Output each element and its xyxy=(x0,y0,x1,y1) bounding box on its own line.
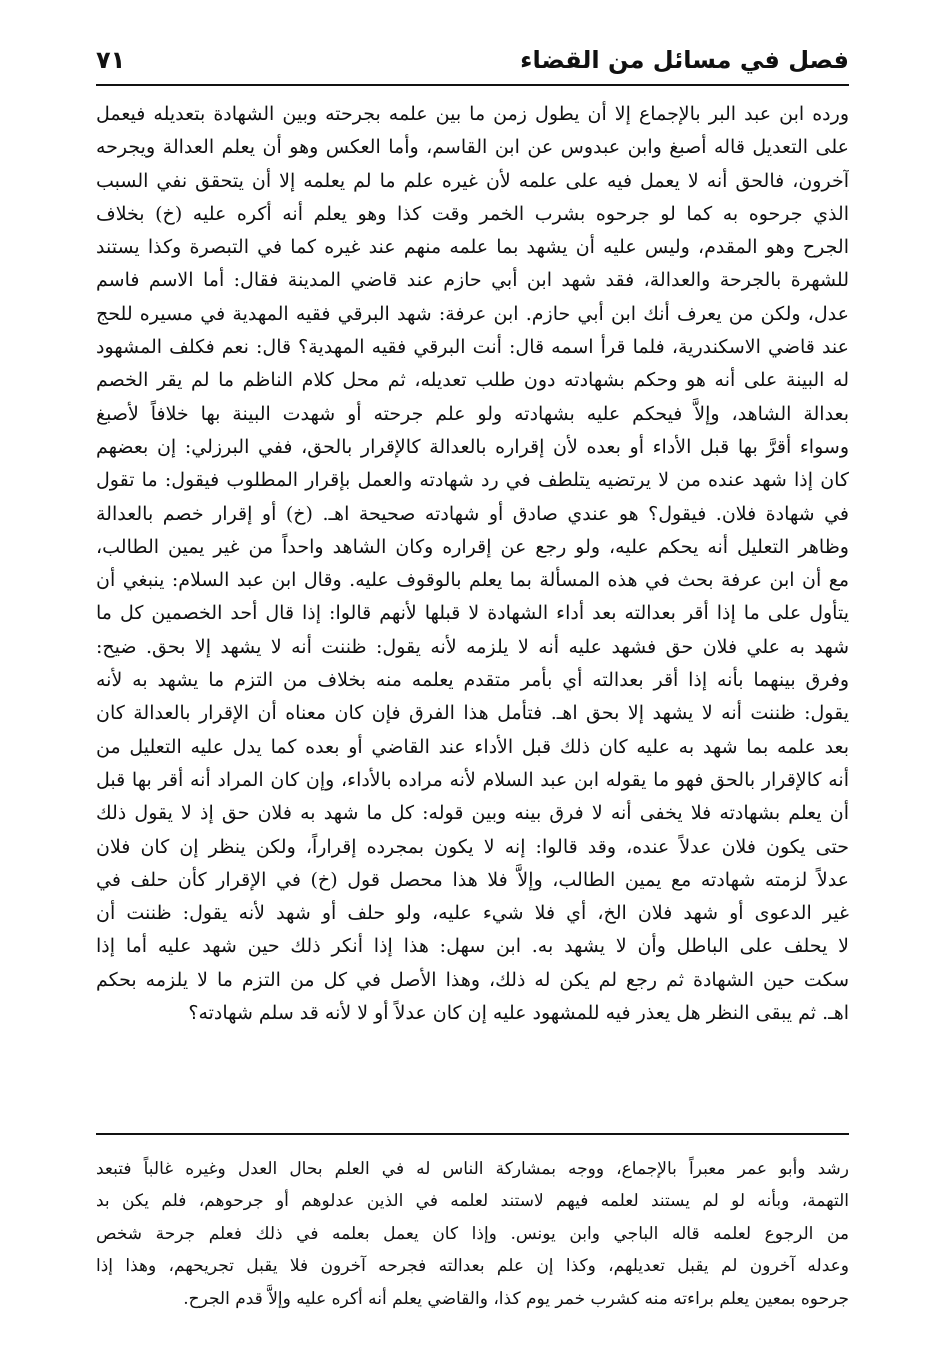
footnote-line: وعدله آخرون لم يقبل تعديلهم، وكذا إن علم بعدالته فجرحه آخرون فلا يقبل تجريحهم، وهذا إذا xyxy=(96,1256,849,1277)
footnote xyxy=(96,1153,849,1315)
text-line: وفرق بينهما بأنه إذا أقر بعدالته أي بأمر متقدم يعلمه منه بخلاف من التزم ما يشهد به لأنه xyxy=(96,669,849,692)
text-line: الذي جرحوه به كما لو جرحوه بشرب الخمر وقت كذا وهو يعلم أنه أكره عليه (خ) بخلاف xyxy=(96,202,849,225)
text-line: في شهادة فلان. فيقول؟ هو عندي صادق أو شهادته صحيحة اهـ. (خ) أو إقرار خصم بالعدالة xyxy=(96,502,849,525)
main-text xyxy=(96,98,849,1030)
running-title: فصل في مسائل من القضاء xyxy=(520,46,849,74)
text-line: أن يعلم بشهادته فلا يخفى أنه لا فرق بينه وبين قوله: كل ما شهد به فلان حق إذ لا يقول ذلك xyxy=(96,802,849,825)
text-line: عدلاً لزمته شهادته مع يمين الطالب، وإلاَّ فلا هذا محصل قول (خ) في الإقرار كأن حلف في xyxy=(96,868,849,891)
text-line: بعد علمه بما شهد به عليه كان ذلك قبل الأداء عند القاضي أو بعده كما يدل عليه التعليل من xyxy=(96,735,849,758)
text-line: حتى يكون فلان عدلاً عنده، وقد قالوا: إنه لا يكون بمجرده إقراراً، ولكن ينظر إن كان فلان xyxy=(96,835,849,858)
text-line: عند قاضي الاسكندرية، فلما قرأ اسمه قال: أنت البرقي فقيه المهدية؟ قال: نعم فكلف المشهود xyxy=(96,336,849,359)
text-line: عدل، ولكن من يعرف أنك ابن أبي حازم. ابن عرفة: شهد البرقي فقيه المهدية في مسيره للحج xyxy=(96,302,849,325)
text-line: مع أن ابن عرفة بحث في هذه المسألة بما يعلم بالوقوف عليه. وقال ابن عبد السلام: ينبغي أن xyxy=(96,569,849,592)
text-line: يقول: ظننت أنه لا يشهد إلا بحق اهـ. فتأمل هذا الفرق فإن كان معناه أن الإقرار بالعدالة كان xyxy=(96,702,849,725)
text-line: وسواء أقرَّ بها قبل الأداء أو بعده لأن إقراره بالعدالة كالإقرار بالحق، ففي البرزلي: إن بعضهم xyxy=(96,435,849,458)
text-line: لا يحلف على الباطل وأن لا يشهد به. ابن سهل: هذا إذا أنكر ذلك حين شهد عليه أما إذا xyxy=(96,935,849,958)
footnote-line: رشد وأبو عمر معبراً بالإجماع، ووجه بمشاركة الناس له في العلم بحال العدل وغيره غالباً فتبعد xyxy=(96,1159,849,1179)
text-line: للشهرة بالجرحة والعدالة، فقد شهد ابن أبي حازم عند قاضي المدينة فقال: أما الاسم فاسم xyxy=(96,269,849,292)
text-line: آخرون، فالحق أنه لا يعمل فيه على علمه لأن غيره علم ما لم يعلمه إلا أن يتحقق نفي السبب xyxy=(96,169,849,192)
text-line: وظاهر التعليل أنه يحكم عليه، ولو رجع عن إقراره وكان الشاهد واحداً من غير يمين الطالب، xyxy=(96,535,849,558)
footnote-line: من الرجوع لعلمه قاله الباجي وابن يونس. وإذا كان يعمل بعلمه في ذلك فعلم جرحة شخص xyxy=(96,1223,849,1244)
text-line: بعدالة الشاهد، وإلاَّ فيحكم عليه بشهادته ولو علم جرحته أو شهدت البينة بها خلافاً لأصبغ xyxy=(96,402,849,425)
footnote-line: جرحوه بمعين يعلم براءته منه كشرب خمر يوم كذا، والقاضي يعلم أنه أكره عليه وإلاَّ قدم الجرح. xyxy=(183,1288,849,1309)
text-line: أنه كالإقرار بالحق فهو ما يقوله ابن عبد السلام لأنه مراده بالأداء، وإن كان المراد أنه أقر بها قبل xyxy=(96,768,849,791)
text-line: كان إذا شهد عنده من لا يرتضيه يتلطف في رد شهادته والعمل بإقرار المطلوب فيقول: ما تقول xyxy=(96,469,849,492)
text-line: له البينة على أنه هو وحكم بشهادته دون طلب تعديله، ثم محل كلام الناظم ما لم يقر الخصم xyxy=(96,369,849,392)
page-number: ٧١ xyxy=(96,46,126,74)
text-line: على التعديل قاله أصبغ وابن عبدوس عن ابن القاسم، وأما العكس وهو أن يعلم العدالة ويجرحه xyxy=(96,136,849,159)
text-line: ورده ابن عبد البر بالإجماع إلا أن يطول زمن ما بين علمه بجرحته وبين الشهادة بتعديله فيعمل xyxy=(96,103,849,125)
text-line: اهـ. ثم يبقى النظر هل يعذر فيه للمشهود عليه إن كان عدلاً أو لا لأنه قد سلم شهادته؟ xyxy=(188,1002,849,1025)
footnote-divider xyxy=(96,1133,849,1135)
footnote-line: التهمة، وبأنه لو لم يستند لعلمه فيهم لاستند لعلمه في الذين عدلوهم أو جرحوهم، فلم يكن بد xyxy=(96,1191,849,1212)
text-line: شهد به علي فلان حق فشهد عليه أنه لا يلزمه لأنه يقول: ظننت أنه لا يشهد إلا بحق. ضيح: xyxy=(96,635,849,658)
text-line: يتأول على ما إذا أقر بعدالته بعد أداء الشهادة لا قبلها لأنهم قالوا: إذا قال أحد الخصمين كل ما xyxy=(96,602,849,625)
page-header xyxy=(96,40,849,86)
text-line: سكت حين الشهادة ثم رجع لم يكن له ذلك، وهذا الأصل في كل من التزم ما لا يلزمه بحكم xyxy=(96,968,849,991)
text-line: غير الدعوى أو شهد فلان الخ، أي فلا شيء عليه، ولو حلف أو شهد لأنه يقول: ظننت أن xyxy=(96,902,849,925)
text-line: الجرح وهو المقدم، وليس عليه أن يشهد بما علمه منهم عند غيره كما في التبصرة وكذا يستند xyxy=(96,236,849,259)
